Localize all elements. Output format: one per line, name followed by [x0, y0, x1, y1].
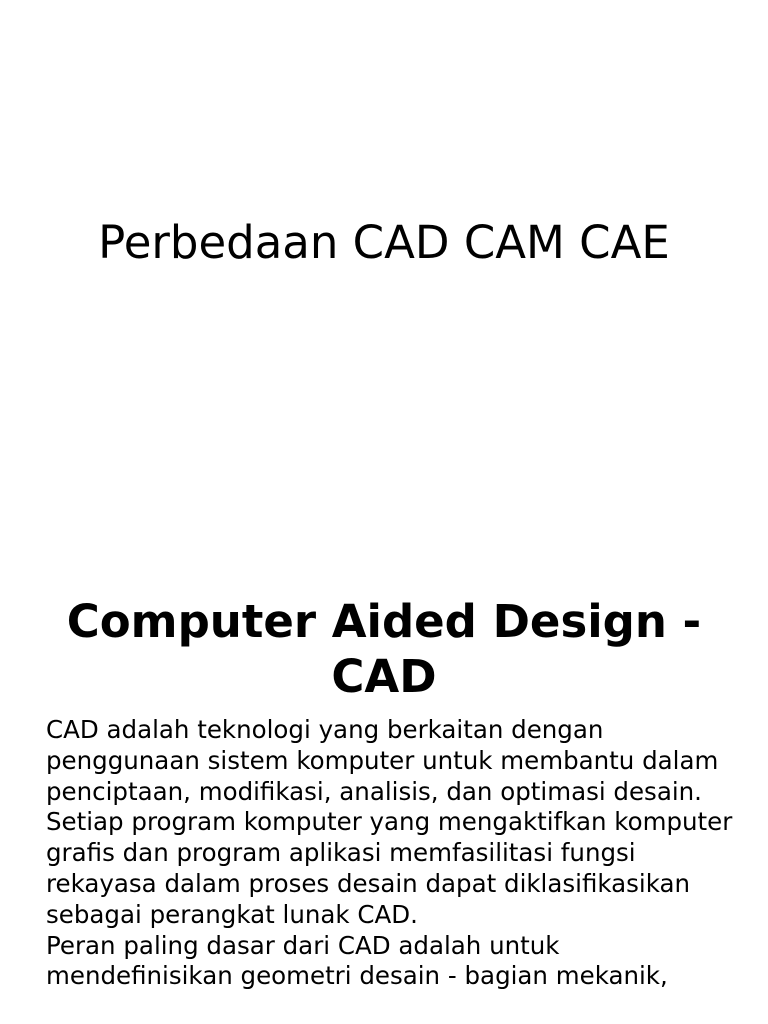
body-paragraph: CAD adalah teknologi yang berkaitan dengan penggunaan sistem komputer untuk membantu dalam penciptaan, modifikasi, analisis, dan optimasi desain. Setiap program komputer yang mengaktifkan komputer grafis dan program aplikasi memfasilitasi fungsi rekayasa dalam proses desain dapat diklasifikasikan sebagai perangkat lunak CAD.: [46, 715, 733, 929]
body-paragraph: Peran paling dasar dari CAD adalah untuk mendefinisikan geometri desain - bagian mekanik,: [46, 930, 668, 991]
body-text: [46, 715, 746, 992]
slide-title: Perbedaan CAD CAM CAE: [98, 216, 670, 269]
section-heading: Computer Aided Design - CAD: [66, 595, 702, 703]
